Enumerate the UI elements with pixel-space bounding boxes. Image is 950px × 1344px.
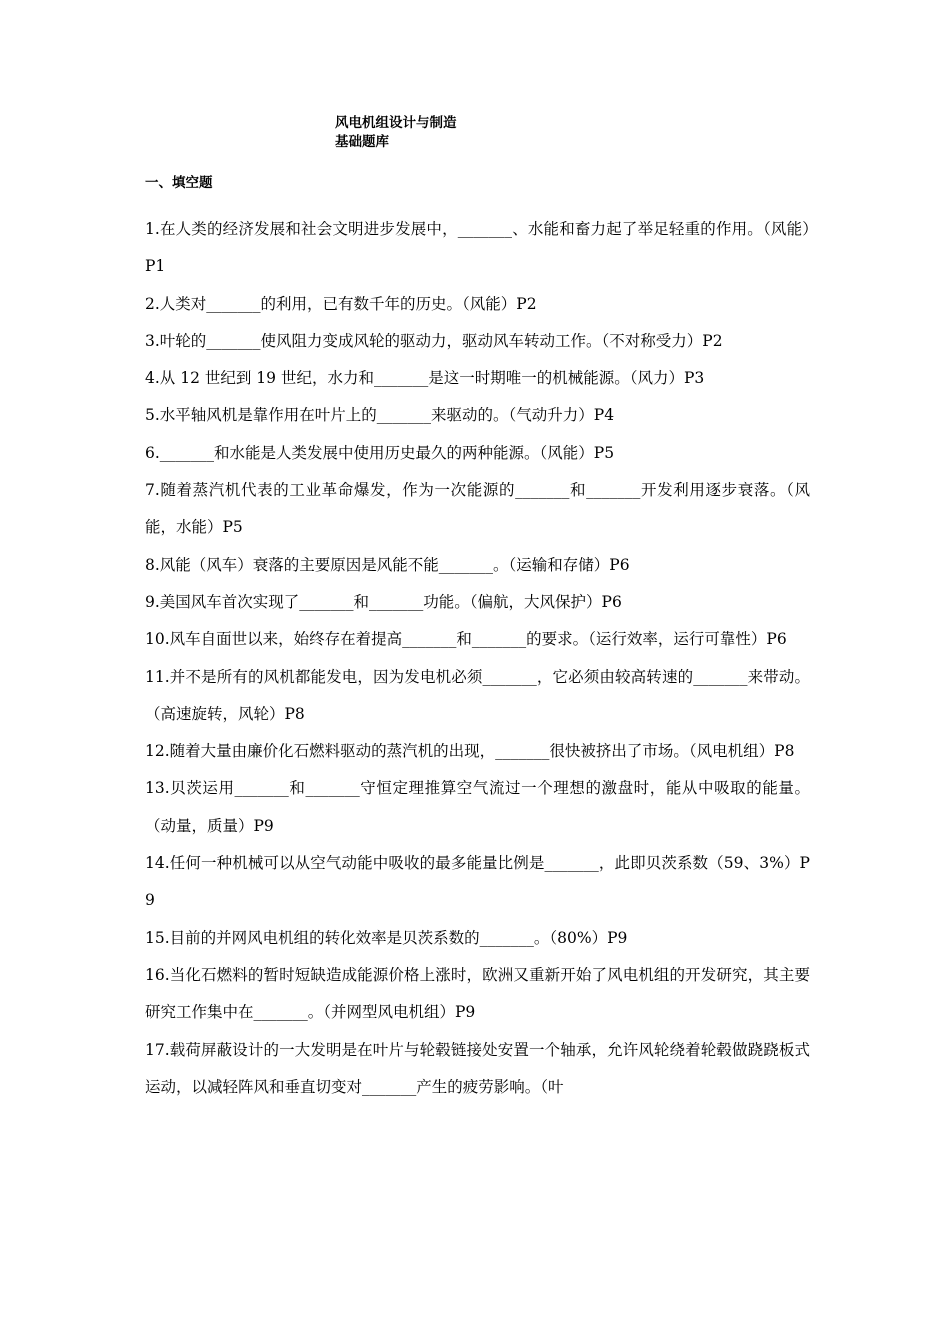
question-item-5: 5.水平轴风机是靠作用在叶片上的_______来驱动的。（气动升力）P4: [145, 406, 615, 425]
question-item-13: 13.贝茨运用_______和_______守恒定理推算空气流过一个理想的激盘时，能从中吸取的能量。（动量，质量）P9: [145, 779, 810, 835]
question-item-10: 10.风车自面世以来，始终存在着提高_______和_______的要求。（运行效率，运行可靠性）P6: [145, 630, 787, 649]
question-item-11: 11.并不是所有的风机都能发电，因为发电机必须_______，它必须由较高转速的_______来带动。（高速旋转，风轮）P8: [145, 667, 810, 723]
document-title-line-1: 风电机组设计与制造: [335, 115, 457, 131]
document-title: [335, 114, 457, 152]
question-item-15: 15.目前的并网风电机组的转化效率是贝茨系数的_______。（80%）P9: [145, 928, 628, 947]
question-item-8: 8.风能（风车）衰落的主要原因是风能不能_______。（运输和存储）P6: [145, 555, 630, 574]
question-item-9: 9.美国风车首次实现了_______和_______功能。（偏航，大风保护）P6: [145, 592, 622, 611]
question-item-1: 1.在人类的经济发展和社会文明进步发展中，_______、水能和畜力起了举足轻重的作用。（风能）P1: [145, 220, 810, 276]
question-item-6: 6._______和水能是人类发展中使用历史最久的两种能源。（风能）P5: [145, 443, 615, 462]
question-item-7: 7.随着蒸汽机代表的工业革命爆发，作为一次能源的_______和_______开发利用逐步衰落。（风能，水能）P5: [145, 481, 810, 537]
question-item-4: 4.从 12 世纪到 19 世纪，水力和_______是这一时期唯一的机械能源。（风力）P3: [145, 369, 705, 388]
question-item-17: 17.载荷屏蔽设计的一大发明是在叶片与轮毂链接处安置一个轴承，允许风轮绕着轮毂做跷跷板式运动，以减轻阵风和垂直切变对_______产生的疲劳影响。（叶: [145, 1040, 810, 1096]
question-list: [145, 211, 810, 1106]
section-heading: 一、填空题: [145, 175, 213, 191]
question-item-16: 16.当化石燃料的暂时短缺造成能源价格上涨时，欧洲又重新开始了风电机组的开发研究，其主要研究工作集中在_______。（并网型风电机组）P9: [145, 965, 810, 1022]
document-title-line-2: 基础题库: [335, 134, 389, 150]
question-item-2: 2.人类对_______的利用，已有数千年的历史。（风能）P2: [145, 294, 537, 313]
question-item-3: 3.叶轮的_______使风阻力变成风轮的驱动力，驱动风车转动工作。（不对称受力）P2: [145, 331, 723, 350]
question-item-12: 12.随着大量由廉价化石燃料驱动的蒸汽机的出现，_______很快被挤出了市场。（风电机组）P8: [145, 742, 795, 761]
question-item-14: 14.任何一种机械可以从空气动能中吸收的最多能量比例是_______，此即贝茨系数（59、3%）P9: [145, 854, 810, 910]
